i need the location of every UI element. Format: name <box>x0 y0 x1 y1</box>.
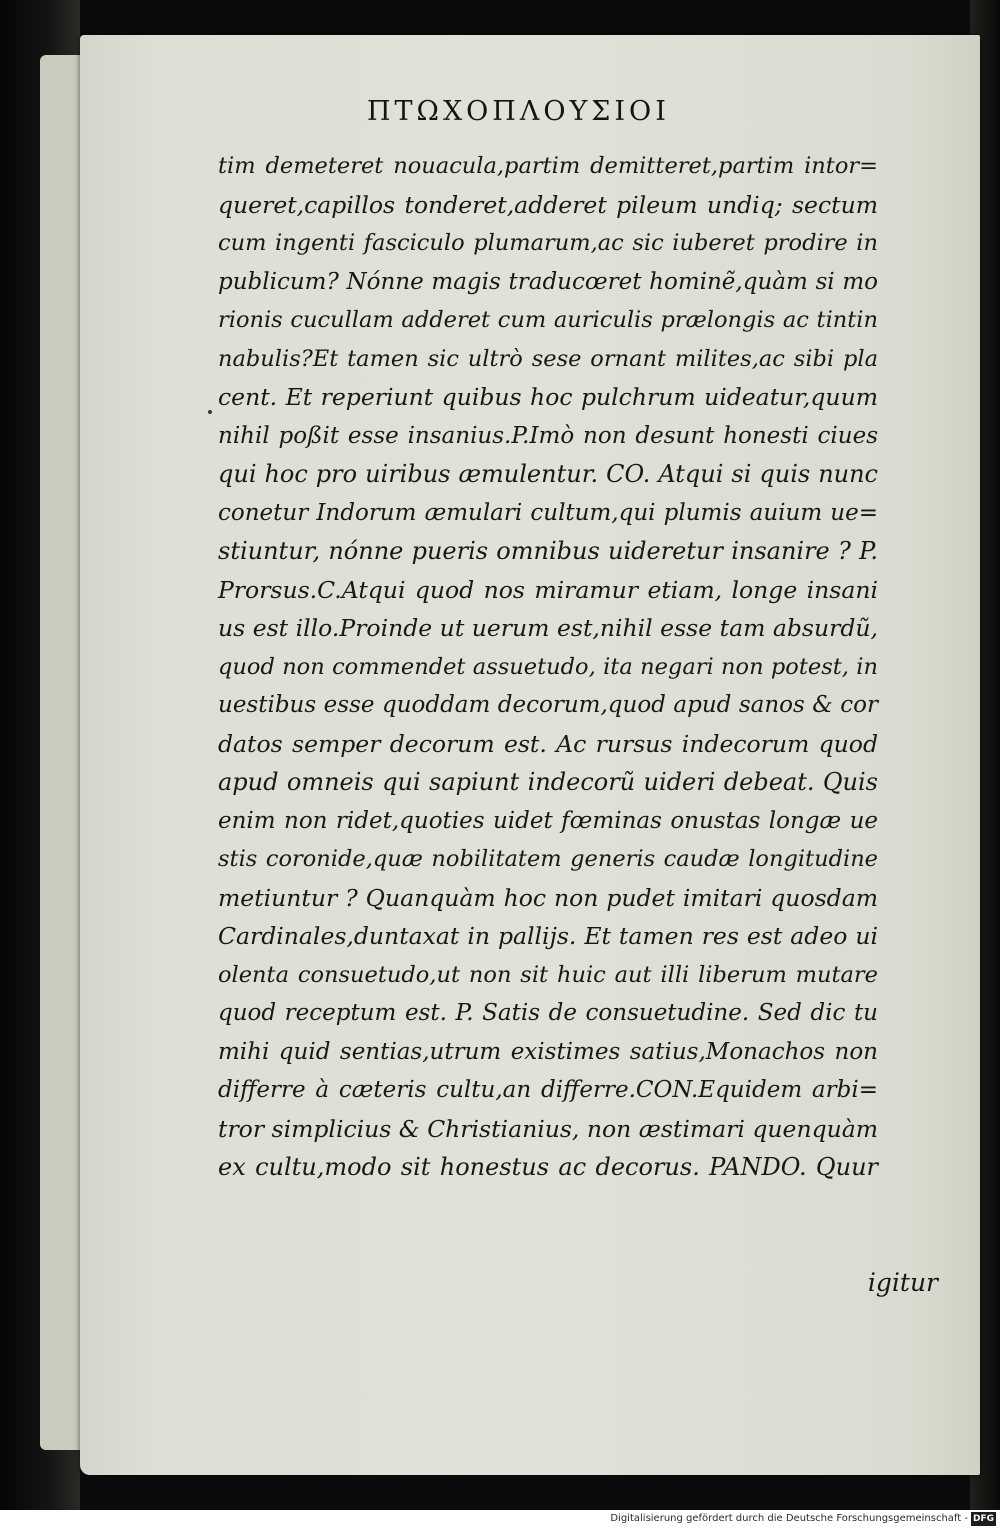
text-line: datos semper decorum est. Ac rursus indecorum quod <box>218 729 878 758</box>
text-line: quod receptum est. P. Satis de consuetudine. Sed dic tu <box>218 1000 878 1026</box>
text-line: rionis cucullam adderet cum auriculis prælongis ac tintin <box>218 307 878 333</box>
text-line: metiuntur ? Quanquàm hoc non pudet imitari quosdam <box>218 883 878 912</box>
dfg-logo: DFG <box>972 1514 994 1524</box>
text-line: qui hoc pro uiribus æmulentur. CO. Atqui si quis nunc <box>218 460 878 488</box>
text-line: quod non commendet assuetudo, ita negari non potest, in <box>218 653 878 680</box>
text-line: differre à cæteris cultu,an differre.CON.Equidem arbi= <box>218 1077 878 1103</box>
running-head: ΠΤΩΧΟΠΛΟΥΣΙΟΙ <box>367 96 670 127</box>
text-line: Cardinales,duntaxat in pallijs. Et tamen res est adeo ui <box>218 922 878 950</box>
text-line: conetur Indorum æmulari cultum,qui plumis auium ue= <box>218 499 878 526</box>
text-line: publicum? Nónne magis traducœret hominẽ,quàm si mo <box>218 268 878 295</box>
text-line: us est illo.Proinde ut uerum est,nihil esse tam absurdũ, <box>218 614 878 642</box>
text-line: nihil poßit esse insanius.P.Imò non desunt honesti ciues <box>218 422 878 449</box>
text-line: uestibus esse quoddam decorum,quod apud sanos & cor <box>218 692 878 718</box>
text-line: cum ingenti fasciculo plumarum,ac sic iuberet prodire in <box>218 230 878 256</box>
text-line: tim demeteret nouacula,partim demitteret,partim intor= <box>218 153 878 179</box>
body-text <box>218 147 878 1187</box>
funding-credit: Digitalisierung gefördert durch die Deutsche Forschungsgemeinschaft - <box>610 1513 968 1524</box>
text-line: nabulis?Et tamen sic ultrò sese ornant milites,ac sibi pla <box>218 345 878 372</box>
text-line: queret,capillos tonderet,adderet pileum undiq; sectum <box>218 190 878 219</box>
paper-speck <box>207 409 212 414</box>
text-line: stis coronide,quæ nobilitatem generis caudæ longitudine <box>218 846 878 872</box>
text-line: stiuntur, nónne pueris omnibus uideretur insanire ? P. <box>218 537 878 565</box>
text-line: Prorsus.C.Atqui quod nos miramur etiam, longe insani <box>218 575 878 604</box>
text-line: apud omneis qui sapiunt indecorũ uideri debeat. Quis <box>218 768 878 796</box>
text-line: tror simplicius & Christianius, non æstimari quenquàm <box>218 1114 879 1143</box>
text-line: cent. Et reperiunt quibus hoc pulchrum uideatur,quum <box>218 383 878 411</box>
catchword: igitur <box>867 1268 938 1297</box>
text-line: mihi quid sentias,utrum existimes satius,Monachos non <box>218 1038 878 1065</box>
text-line: olenta consuetudo,ut non sit huic aut illi liberum mutare <box>218 961 878 988</box>
text-line: ex cultu,modo sit honestus ac decorus. PANDO. Quur <box>218 1153 878 1181</box>
text-line: enim non ridet,quoties uidet fœminas onustas longæ ue <box>218 807 878 834</box>
